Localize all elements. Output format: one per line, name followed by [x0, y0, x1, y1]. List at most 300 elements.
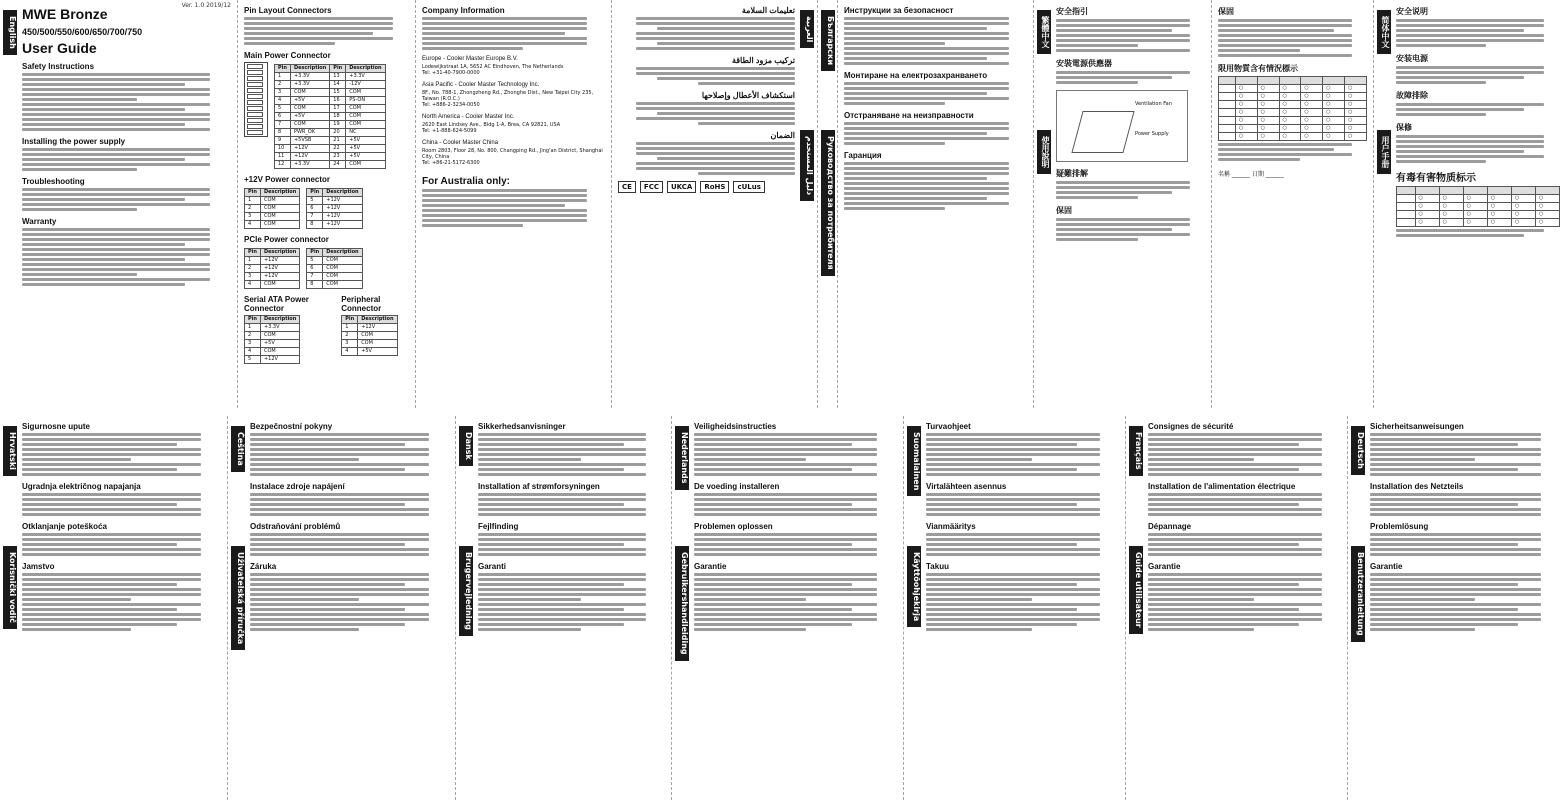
table-row	[307, 197, 362, 205]
text-line	[926, 623, 1077, 626]
text-line	[22, 618, 201, 621]
guide-tab: Käyttöohjekirja	[907, 546, 921, 627]
table-header: Description	[323, 189, 362, 197]
sata-table	[244, 315, 300, 364]
table-row	[307, 221, 362, 229]
guide-tab: Benutzeranleitung	[1351, 546, 1365, 642]
table-cell: 7	[275, 121, 291, 129]
text-line	[478, 623, 624, 626]
text-line	[694, 583, 852, 586]
table-cell: PS-ON	[346, 97, 385, 105]
table-header: Description	[358, 316, 397, 324]
table-header-row	[342, 316, 397, 324]
table-cell: COM	[358, 332, 397, 340]
main-power-table	[274, 64, 386, 169]
table-cell: 19	[330, 121, 346, 129]
table-header: Pin	[307, 249, 323, 257]
p12-table-b	[306, 188, 362, 229]
text-line	[926, 433, 1100, 436]
section-heading: +12V Power connector	[244, 175, 331, 184]
guide-tab: 使用說明	[1037, 130, 1051, 174]
table-cell: 10	[275, 145, 291, 153]
text-line	[22, 538, 201, 541]
text-line	[22, 453, 201, 456]
text-line	[250, 573, 429, 576]
table-cell: 8	[275, 129, 291, 137]
text-line	[22, 588, 201, 591]
text-line	[22, 508, 201, 511]
text-line	[1370, 448, 1541, 451]
text-line	[22, 593, 201, 596]
text-line	[22, 463, 201, 466]
text-line	[250, 503, 405, 506]
table-cell: 21	[330, 137, 346, 145]
text-line	[250, 463, 429, 466]
text-line	[22, 578, 201, 581]
table-cell: +12V	[323, 205, 362, 213]
table-cell: +5V	[358, 348, 397, 356]
panel-traditional-chinese	[1034, 0, 1212, 408]
text-line	[694, 553, 877, 556]
text-line	[1370, 513, 1541, 516]
text-line	[926, 468, 1077, 471]
text-line	[694, 463, 877, 466]
table-cell: +12V	[290, 153, 329, 161]
text-line	[694, 593, 877, 596]
text-line	[694, 618, 877, 621]
text-line	[1370, 588, 1541, 591]
section-heading: Serial ATA Power Connector	[244, 295, 309, 313]
table-row	[245, 281, 300, 289]
table-cell: COM	[323, 265, 362, 273]
text-line	[1148, 463, 1322, 466]
name-label: 名稱	[1218, 171, 1231, 178]
text-line	[1148, 543, 1299, 546]
language-tab: Hrvatski	[3, 426, 17, 476]
section-heading: Veiligheidsinstructies	[694, 422, 777, 431]
table-cell: 4	[275, 97, 291, 105]
text-line	[694, 508, 877, 511]
text-line	[478, 448, 646, 451]
text-line	[694, 603, 877, 606]
text-line	[478, 613, 646, 616]
language-tab: Suomalainen	[907, 426, 921, 496]
table-cell: +5V	[346, 137, 385, 145]
asia-address: 8F., No. 788-1, Zhongzheng Rd., Zhonghe Dist., New Taipei City 235, Taiwan (R.O.C.)	[422, 90, 594, 102]
table-row	[275, 105, 386, 113]
text-line	[694, 438, 877, 441]
text-line	[694, 498, 877, 501]
text-line	[694, 578, 877, 581]
text-line	[694, 513, 877, 516]
table-cell: COM	[323, 281, 362, 289]
table-cell: 5	[307, 197, 323, 205]
table-header: Pin	[245, 316, 261, 324]
text-line	[478, 533, 646, 536]
table-cell: 3	[245, 340, 261, 348]
text-line	[478, 493, 646, 496]
table-cell: 6	[307, 265, 323, 273]
table-cell: +12V	[260, 273, 299, 281]
text-line	[926, 553, 1100, 556]
section-heading: الضمان	[770, 131, 795, 140]
company-na: North America - Cooler Master Inc.	[422, 114, 515, 120]
installation-diagram	[1056, 90, 1188, 162]
text-line	[478, 538, 646, 541]
table-row	[275, 89, 386, 97]
section-heading: استكشاف الأعطال وإصلاحها	[701, 91, 795, 100]
panel-hrvatski	[0, 416, 228, 800]
text-line	[926, 588, 1100, 591]
table-row	[342, 340, 397, 348]
language-tab: English	[3, 10, 17, 55]
text-line	[250, 468, 405, 471]
table-cell: 3	[245, 273, 261, 281]
text-line	[250, 598, 359, 601]
section-heading: 限用物質含有情況標示	[1218, 64, 1298, 73]
text-line	[926, 513, 1100, 516]
panel-arabic	[612, 0, 818, 408]
table-cell: +12V	[323, 197, 362, 205]
text-line	[250, 553, 429, 556]
text-line	[1148, 493, 1322, 496]
text-line	[1370, 468, 1518, 471]
text-line	[694, 453, 877, 456]
text-line	[478, 438, 646, 441]
table-cell: 1	[245, 197, 261, 205]
table-cell: 5	[275, 105, 291, 113]
table-cell: COM	[260, 332, 299, 340]
europe-tel: Tel: +31-40-7900-0000	[422, 70, 480, 76]
panel-dansk	[456, 416, 672, 800]
text-line	[926, 578, 1100, 581]
table-cell: +12V	[290, 145, 329, 153]
text-line	[926, 508, 1100, 511]
table-cell: COM	[323, 257, 362, 265]
text-line	[1370, 533, 1541, 536]
table-cell: +5V	[290, 113, 329, 121]
text-line	[926, 613, 1100, 616]
text-line	[1370, 458, 1475, 461]
text-line	[250, 508, 429, 511]
product-models: 450/500/550/600/650/700/750	[22, 27, 143, 37]
table-cell: COM	[260, 213, 299, 221]
text-line	[694, 443, 852, 446]
text-line	[1370, 593, 1541, 596]
guide-tab: Brugervejledning	[459, 546, 473, 636]
text-line	[478, 618, 646, 621]
text-line	[478, 593, 646, 596]
table-cell: 2	[275, 81, 291, 89]
section-heading: Dépannage	[1148, 522, 1192, 531]
table-cell: 6	[275, 113, 291, 121]
text-line	[478, 578, 646, 581]
section-heading: Otklanjanje poteškoća	[22, 522, 107, 531]
text-line	[926, 548, 1100, 551]
table-cell: 6	[307, 205, 323, 213]
table-cell: 4	[245, 281, 261, 289]
page-title	[22, 6, 231, 56]
text-line	[694, 468, 852, 471]
text-line	[250, 578, 429, 581]
table-cell: COM	[290, 105, 329, 113]
table-cell: +12V	[323, 221, 362, 229]
table-header: Pin	[245, 249, 261, 257]
text-line	[926, 538, 1100, 541]
panel-english	[0, 0, 238, 408]
text-line	[250, 593, 429, 596]
panel-nederlands	[672, 416, 904, 800]
table-cell: 9	[275, 137, 291, 145]
text-line	[1148, 508, 1322, 511]
table-row	[245, 265, 300, 273]
text-line	[250, 458, 359, 461]
table-row	[275, 81, 386, 89]
section-heading: Warranty	[22, 217, 57, 226]
text-line	[1370, 553, 1541, 556]
text-line	[250, 513, 429, 516]
section-heading: Garantie	[1148, 562, 1181, 571]
section-heading: Fejlfinding	[478, 522, 519, 531]
table-cell: 8	[307, 221, 323, 229]
text-line	[1370, 618, 1541, 621]
table-cell: 2	[245, 265, 261, 273]
table-cell: 3	[275, 89, 291, 97]
panel-company-info	[416, 0, 612, 408]
table-cell: +12V	[260, 257, 299, 265]
table-cell: COM	[260, 221, 299, 229]
language-tab: Dansk	[459, 426, 473, 466]
table-header: Pin	[330, 65, 346, 73]
text-line	[1148, 598, 1254, 601]
guide-tab: Uživatelská příručka	[231, 546, 245, 650]
text-line	[478, 453, 646, 456]
text-line	[694, 448, 877, 451]
text-line	[1370, 538, 1541, 541]
bottom-row	[0, 416, 1566, 800]
table-header: Description	[260, 249, 299, 257]
text-line	[1148, 533, 1322, 536]
text-line	[478, 503, 624, 506]
section-heading: Vianmääritys	[926, 522, 976, 531]
table-cell: -12V	[346, 81, 385, 89]
panel-simplified-chinese	[1374, 0, 1566, 408]
text-line	[1370, 583, 1518, 586]
table-row	[275, 145, 386, 153]
section-heading: 保固	[1056, 206, 1072, 215]
china-address: Room 2803, Floor 28, No. 800, Changping Rd., Jing'an District, Shanghai City, China	[422, 148, 603, 160]
section-heading: Ugradnja električnog napajanja	[22, 482, 141, 491]
text-line	[1148, 573, 1322, 576]
text-line	[926, 463, 1100, 466]
text-line	[926, 618, 1100, 621]
section-heading: De voeding installeren	[694, 482, 780, 491]
text-line	[1148, 593, 1322, 596]
text-line	[1370, 473, 1541, 476]
table-cell: 24	[330, 161, 346, 169]
text-line	[22, 543, 177, 546]
table-row	[307, 213, 362, 221]
section-heading: Peripheral Connector	[341, 295, 382, 313]
text-line	[250, 473, 429, 476]
text-line	[1148, 578, 1322, 581]
table-cell: 1	[245, 257, 261, 265]
table-row	[307, 265, 362, 273]
section-heading: Troubleshooting	[22, 177, 85, 186]
na-address: 2620 East Lindsey Ave., Bldg 1-A, Brea, CA 92821, USA	[422, 122, 561, 128]
table-row	[342, 324, 397, 332]
section-heading: Odstraňování problémů	[250, 522, 341, 531]
text-line	[926, 473, 1100, 476]
table-cell: +12V	[260, 265, 299, 273]
table-cell: 8	[307, 281, 323, 289]
section-heading: Pin Layout Connectors	[244, 6, 332, 15]
guide-tab: Руководство за потребителя	[821, 130, 835, 276]
table-cell: +3.3V	[346, 73, 385, 81]
panel-etina	[228, 416, 456, 800]
china-tel: Tel: +86-21-5172-6300	[422, 160, 480, 166]
table-cell: 2	[342, 332, 358, 340]
text-line	[926, 533, 1100, 536]
ukca-icon: UKCA	[667, 181, 696, 193]
guide-tab: 用户手册	[1377, 130, 1391, 174]
table-header-row	[307, 249, 362, 257]
text-line	[22, 498, 201, 501]
panel-chinese-warranty	[1212, 0, 1374, 408]
section-heading: 有毒有害物质标示	[1396, 173, 1476, 184]
europe-address: Lodewijkstraat 1A, 5652 AC Eindhoven, The Netherlands	[422, 64, 564, 70]
text-line	[22, 613, 201, 616]
text-line	[1148, 433, 1322, 436]
table-row	[275, 113, 386, 121]
section-heading: 安装电源	[1396, 54, 1428, 63]
text-line	[478, 473, 646, 476]
table-cell: +5V	[346, 153, 385, 161]
diagram-fan-label: Ventilation Fan	[1135, 101, 1172, 107]
text-line	[1148, 623, 1299, 626]
text-line	[694, 628, 806, 631]
text-line	[694, 598, 806, 601]
section-heading: 安全说明	[1396, 7, 1428, 16]
text-line	[926, 608, 1077, 611]
section-heading: Main Power Connector	[244, 51, 331, 60]
table-row	[275, 137, 386, 145]
table-cell: +12V	[358, 324, 397, 332]
table-cell: 13	[330, 73, 346, 81]
table-row	[342, 348, 397, 356]
text-line	[22, 433, 201, 436]
panel-bulgarian	[838, 0, 1034, 408]
section-heading: Отстраняване на неизправности	[844, 111, 974, 120]
text-line	[1148, 468, 1299, 471]
language-tab: 简体中文	[1377, 10, 1391, 54]
table-row	[275, 73, 386, 81]
section-heading: 疑難排解	[1056, 169, 1088, 178]
table-row	[245, 348, 300, 356]
text-line	[478, 443, 624, 446]
text-line	[478, 603, 646, 606]
text-line	[478, 548, 646, 551]
text-line	[1370, 508, 1541, 511]
table-cell: COM	[260, 197, 299, 205]
table-cell: 15	[330, 89, 346, 97]
text-line	[250, 588, 429, 591]
table-cell: 1	[342, 324, 358, 332]
ce-icon: CE	[618, 181, 636, 193]
text-line	[1370, 623, 1518, 626]
section-heading: Turvaohjeet	[926, 422, 971, 431]
table-cell: 17	[330, 105, 346, 113]
table-header: Description	[260, 189, 299, 197]
table-cell: COM	[290, 121, 329, 129]
section-heading: Гаранция	[844, 151, 882, 160]
language-tab: Nederlands	[675, 426, 689, 490]
table-row	[307, 273, 362, 281]
table-cell: +3.3V	[290, 161, 329, 169]
section-heading: تعليمات السلامة	[741, 6, 795, 15]
text-line	[1148, 608, 1299, 611]
text-line	[1148, 618, 1322, 621]
language-tab: Čeština	[231, 426, 245, 472]
text-line	[926, 438, 1100, 441]
section-heading: PCIe Power connector	[244, 235, 329, 244]
text-line	[1148, 453, 1322, 456]
pcie-table-a	[244, 248, 300, 289]
table-header: Pin	[307, 189, 323, 197]
text-line	[22, 623, 177, 626]
text-line	[926, 628, 1032, 631]
text-line	[22, 553, 201, 556]
table-header: Description	[323, 249, 362, 257]
diagram-psu-label: Power Supply	[1135, 131, 1169, 137]
table-header-row	[245, 316, 300, 324]
section-heading: Takuu	[926, 562, 949, 571]
text-line	[926, 583, 1077, 586]
text-line	[1370, 438, 1541, 441]
panel-pin-layout	[238, 0, 416, 408]
date-label: 日期	[1251, 171, 1264, 178]
table-header-row	[245, 249, 300, 257]
section-heading: Bezpečnostní pokyny	[250, 422, 333, 431]
guide-title: User Guide	[22, 40, 97, 56]
table-cell: 4	[245, 348, 261, 356]
section-heading: 保固	[1218, 7, 1234, 16]
text-line	[1370, 578, 1541, 581]
section-heading: 安全指引	[1056, 7, 1088, 16]
table-cell: NC	[346, 129, 385, 137]
text-line	[478, 513, 646, 516]
text-line	[694, 613, 877, 616]
text-line	[926, 498, 1100, 501]
text-line	[694, 538, 877, 541]
text-line	[22, 548, 201, 551]
text-line	[250, 453, 429, 456]
table-cell: COM	[323, 273, 362, 281]
date-field: 名稱 ______ 日期 ______	[1218, 171, 1284, 178]
text-line	[1148, 438, 1322, 441]
table-cell: +5V	[260, 340, 299, 348]
text-line	[250, 493, 429, 496]
text-line	[1370, 493, 1541, 496]
text-line	[694, 548, 877, 551]
table-cell: 3	[245, 213, 261, 221]
text-line	[926, 453, 1100, 456]
language-tab: العربية	[800, 10, 814, 48]
text-line	[478, 608, 624, 611]
connector-24pin-diagram	[244, 62, 268, 137]
table-cell: +3.3V	[290, 73, 329, 81]
guide-tab: Korisnički vodič	[3, 546, 17, 629]
